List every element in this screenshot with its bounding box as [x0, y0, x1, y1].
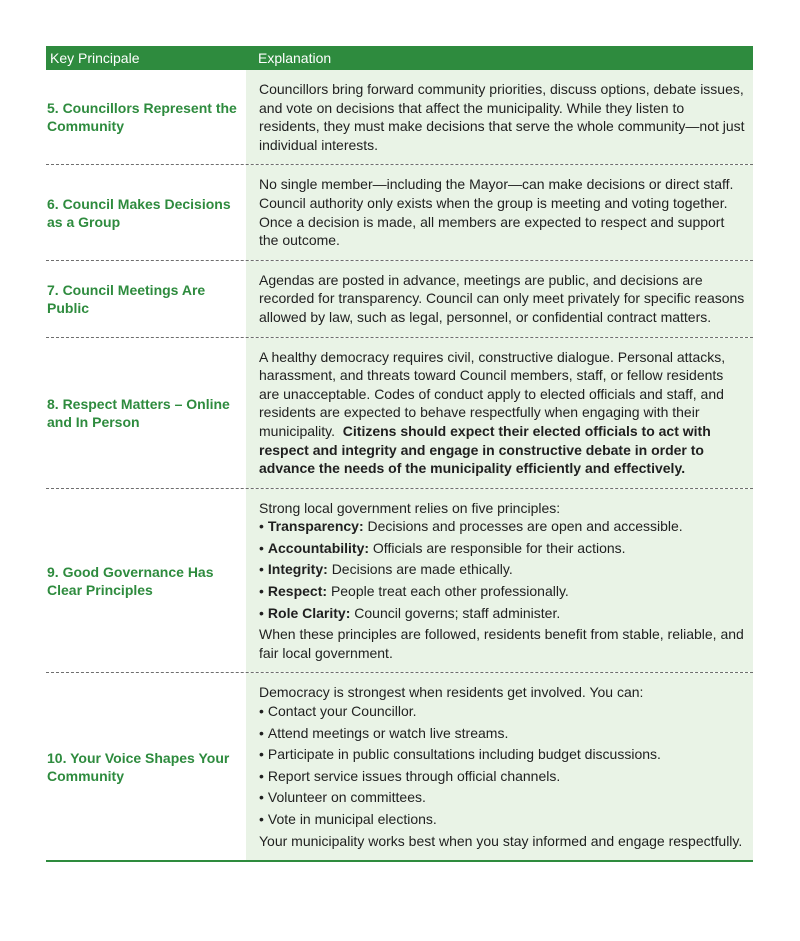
list-item	[259, 539, 745, 558]
list-term: Integrity:	[267, 561, 328, 578]
principle-title: 9. Good Governance Has Clear Principles	[47, 563, 214, 598]
header-explanation: Explanation	[258, 50, 332, 66]
principle-explanation	[246, 165, 753, 259]
list-item	[259, 767, 745, 786]
explanation-intro: Democracy is strongest when residents get involved. You can:	[259, 684, 644, 701]
list-item	[259, 702, 745, 721]
list-term: Role Clarity:	[267, 604, 351, 621]
principle-explanation	[246, 489, 753, 673]
explanation-text: No single member—including the Mayor—can make decisions or direct staff. Council authority only exists when the group is meeting and voting together. Once a decision is made, all members are expected to respect and support the outcome.	[259, 176, 734, 249]
explanation-text	[259, 348, 745, 478]
bullet: •	[259, 583, 264, 600]
explanation-text: Councillors bring forward community priorities, discuss options, debate issues, and vote on decisions that affect the municipality. While they listen to residents, they must make decisions that serve the whole community—not just individual interests.	[259, 81, 745, 153]
explanation-text: Agendas are posted in advance, meetings are public, and decisions are recorded for transparency. Council can only meet privately for specific reasons allowed by law, such as legal, personnel, or confidential contract matters.	[259, 271, 745, 325]
principle-title: 10. Your Voice Shapes Your Community	[47, 749, 230, 784]
bullet: •	[259, 724, 264, 741]
principle-explanation	[246, 338, 753, 488]
list-item	[259, 810, 745, 829]
table-row	[46, 261, 753, 338]
list-item	[259, 745, 745, 764]
list-item	[259, 788, 745, 807]
principle-title: 5. Councillors Represent the Community	[47, 100, 237, 135]
list-desc: Attend meetings or watch live streams.	[267, 724, 509, 741]
explanation-plain: A healthy democracy requires civil, constructive dialogue. Personal attacks, harassment, and threats toward Council members, staff, or fellow residents are unacceptable. Codes of conduct apply to elected officials and staff, and residents are expected to behave respectfully when engaging with their municipality.	[259, 348, 726, 439]
principle-title: 8. Respect Matters – Online and In Person	[47, 395, 230, 430]
list-item	[259, 604, 745, 623]
header-key-principle: Key Principale	[50, 50, 140, 66]
table-header	[46, 46, 753, 70]
bullet: •	[259, 767, 264, 784]
list-desc: Volunteer on committees.	[267, 789, 426, 806]
bullet: •	[259, 811, 264, 827]
bullet: •	[259, 539, 264, 556]
list-item	[259, 517, 745, 536]
principle-explanation	[246, 673, 753, 860]
list-desc: Decisions and processes are open and accessible.	[367, 518, 683, 535]
list-desc: Participate in public consultations including budget discussions.	[267, 746, 661, 763]
principles-table	[46, 46, 753, 862]
actions-list	[259, 702, 745, 829]
table-row	[46, 165, 753, 260]
list-desc: Decisions are made ethically.	[331, 561, 513, 578]
principle-explanation	[246, 70, 753, 164]
principle-title: 6. Council Makes Decisions as a Group	[47, 195, 231, 230]
bullet: •	[259, 604, 264, 621]
list-desc: Officials are responsible for their actions.	[372, 539, 626, 556]
list-desc: Report service issues through official channels.	[267, 767, 561, 784]
list-term: Transparency:	[267, 518, 364, 535]
list-item	[259, 560, 745, 579]
list-term: Accountability:	[267, 539, 370, 556]
list-item	[259, 724, 745, 743]
explanation-outro: When these principles are followed, residents benefit from stable, reliable, and fair local government.	[259, 626, 744, 661]
explanation-outro: Your municipality works best when you stay informed and engage respectfully.	[259, 832, 743, 849]
list-item	[259, 582, 745, 601]
list-desc: People treat each other professionally.	[330, 583, 569, 600]
explanation-intro: Strong local government relies on five principles:	[259, 499, 561, 516]
list-desc: Contact your Councillor.	[267, 703, 417, 720]
table-row	[46, 673, 753, 862]
principle-title: 7. Council Meetings Are Public	[47, 281, 206, 316]
bullet: •	[259, 703, 264, 720]
bullet: •	[259, 518, 264, 535]
bullet: •	[259, 746, 264, 763]
bullet: •	[259, 561, 264, 578]
explanation-bold: Citizens should expect their elected officials to act with respect and integrity and engage in constructive debate in order to advance the needs of the municipality efficiently and effectively.	[259, 422, 711, 477]
table-row	[46, 70, 753, 165]
principle-explanation	[246, 261, 753, 337]
list-desc: Vote in municipal elections.	[267, 811, 437, 827]
principles-list	[259, 517, 745, 622]
table-row	[46, 338, 753, 489]
bullet: •	[259, 789, 264, 806]
list-term: Respect:	[267, 583, 328, 600]
list-desc: Council governs; staff administer.	[354, 604, 561, 621]
table-row	[46, 489, 753, 674]
